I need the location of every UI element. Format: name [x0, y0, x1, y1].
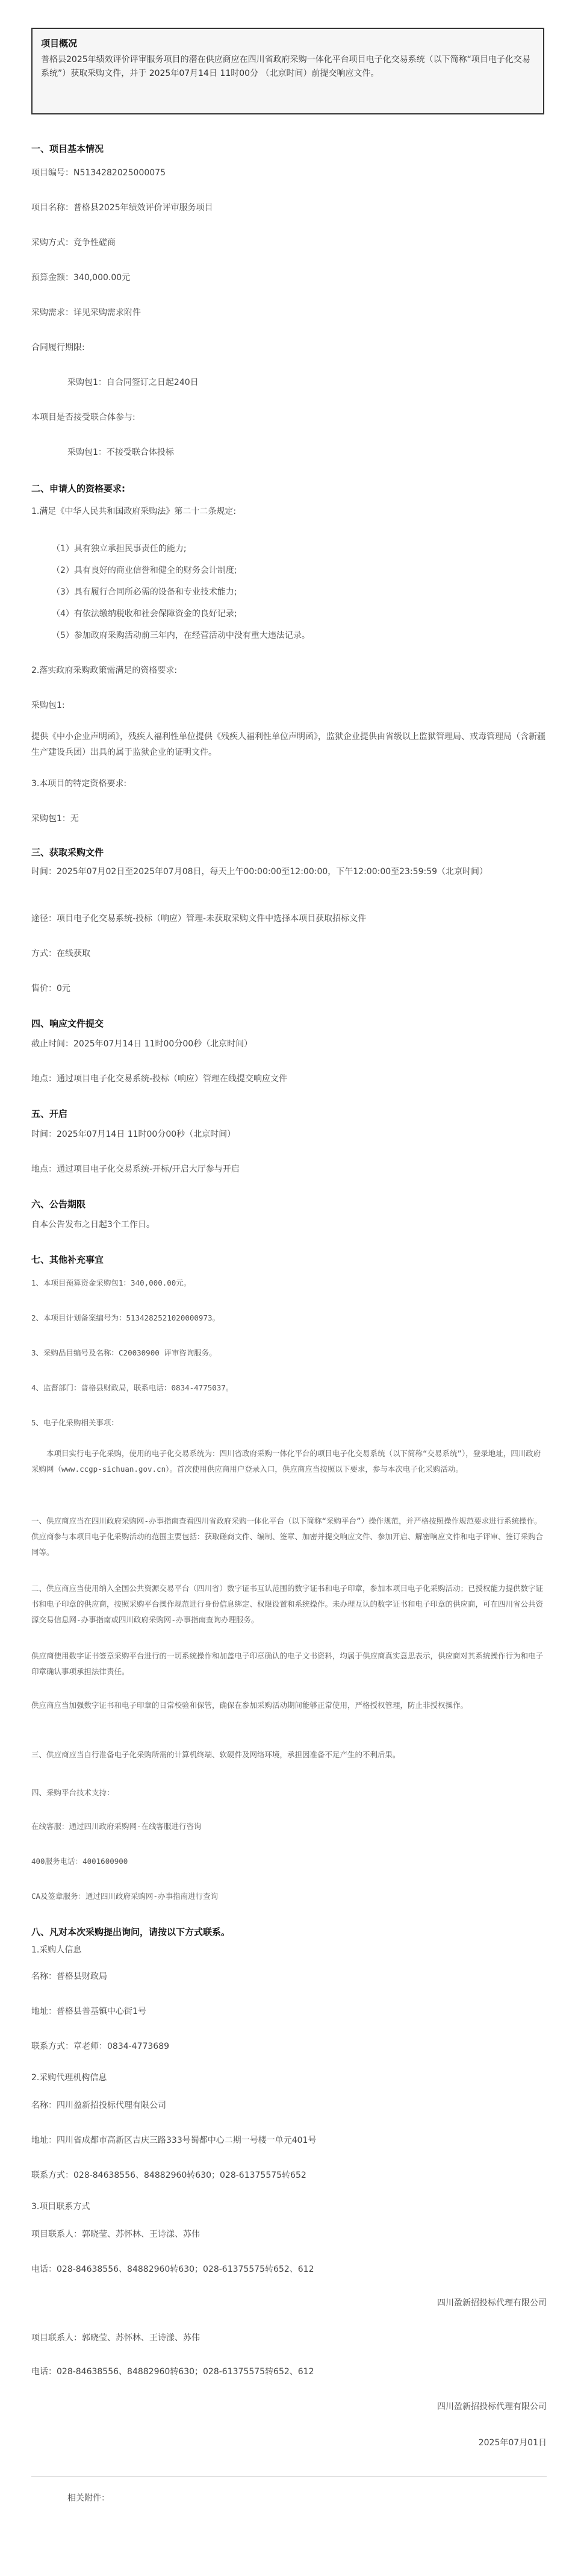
- purchaser-name: 名称：普格县财政局: [31, 1972, 107, 1981]
- agent-contact: 联系方式：028-84638556、84882960转630；028-61375575转652: [31, 2171, 306, 2180]
- attachments-label: 相关附件：: [67, 2493, 110, 2503]
- digital-certificate-paragraph: 二、供应商应当使用纳入全国公共资源交易平台（四川省）数字证书互认范围的数字证书和电子印章，参加本项目电子化采购活动；已授权能力提供数字证书和电子印章的供应商，按照采购平台操作规范进行身份信息绑定、权限设置和系统操作。未办理互认的数字证书和电子印章的供应商，可在四川省公共资源交易信息网-办事指南或四川政府采购网-办事指南查询办理服务。: [31, 1584, 544, 1624]
- purchaser-label: 1.采购人信息: [31, 1945, 82, 1955]
- ca-support: CA及签章服务：通过四川政府采购网-办事指南进行查询: [31, 1892, 219, 1901]
- section-2-heading: 二、申请人的资格要求:: [31, 483, 125, 494]
- online-support: 在线客服：通过四川政府采购网-在线客服进行咨询: [31, 1822, 202, 1831]
- signature-company: 四川盈新招投标代理有限公司: [437, 2298, 547, 2308]
- qualification-intro: 1.满足《中华人民共和国政府采购法》第二十二条规定:: [31, 507, 237, 516]
- signature-liability-paragraph: 供应商使用数字证书签章采购平台进行的一切系统操作和加盖电子印章确认的电子文书资料，均属于供应商真实意思表示，供应商对其系统操作行为和电子印章确认事项承担法律责任。: [31, 1651, 544, 1676]
- project-contact-phone-repeat: 电话：028-84638556、84882960转630；028-61375575转652、612: [31, 2367, 314, 2377]
- budget-amount: 预算金额：340,000.00元: [31, 273, 131, 283]
- overview-title: 项目概况: [41, 38, 78, 49]
- qualification-item: （3）具有履行合同所必需的设备和专业技术能力;: [52, 587, 237, 597]
- opening-place: 地点：通过项目电子化交易系统-开标/开启大厅参与开启: [31, 1165, 240, 1174]
- submission-place: 地点：通过项目电子化交易系统-投标（响应）管理在线提交响应文件: [31, 1074, 288, 1084]
- section-4-heading: 四、响应文件提交: [31, 1018, 104, 1029]
- agent-name: 名称：四川盈新招投标代理有限公司: [31, 2101, 166, 2110]
- supplement-line: 1、本项目预算资金采购包1：340,000.00元。: [31, 1278, 191, 1287]
- supplement-line: 4、监督部门：普格县财政局，联系电话：0834-4775037。: [31, 1383, 234, 1392]
- platform-rules-paragraph: 一、供应商应当在四川政府采购网-办事指南查看四川省政府采购一体化平台（以下简称“采购平台”）操作规范，并严格按照操作规范要求进行系统操作。供应商参与本项目电子化采购活动的范围主要包括：获取磋商文件、编制、签章、加密并提交响应文件、参加开启、解密响应文件和电子评审、签订采购合同等。: [31, 1516, 544, 1557]
- qualification-item: （2）具有良好的商业信誉和健全的财务会计制度;: [52, 566, 237, 575]
- equipment-paragraph: 三、供应商应当自行准备电子化采购所需的计算机终端、软硬件及网络环境，承担因准备不足产生的不利后果。: [31, 1750, 400, 1759]
- certificate-safekeeping-paragraph: 供应商应当加强数字证书和电子印章的日常校验和保管，确保在参加采购活动期间能够正常使用，严格授权管理，防止非授权操作。: [31, 1701, 468, 1710]
- procurement-method: 采购方式：竞争性磋商: [31, 238, 116, 248]
- document-time: 时间：2025年07月02日至2025年07月08日，每天上午00:00:00至12:00:00，下午12:00:00至23:59:59（北京时间）: [31, 867, 488, 877]
- consortium-label: 本项目是否接受联合体参与:: [31, 413, 135, 422]
- document-price: 售价：0元: [31, 984, 70, 993]
- policy-requirements-label: 2.落实政府采购政策需满足的资格要求:: [31, 666, 178, 675]
- qualification-item: （5）参加政府采购活动前三年内，在经营活动中没有重大违法记录。: [52, 631, 310, 640]
- policy-package: 采购包1:: [31, 701, 65, 710]
- overview-text: 普格县2025年绩效评价评审服务项目的潜在供应商应在四川省政府采购一体化平台项目电子化交易系统（以下简称“项目电子化交易系统”）获取采购文件，并于 2025年07月14日 11时00分 （北京时间）前提交响应文件。: [41, 55, 530, 78]
- opening-time: 时间：2025年07月14日 11时00分00秒（北京时间）: [31, 1130, 236, 1139]
- agent-label: 2.采购代理机构信息: [31, 2073, 107, 2083]
- purchaser-contact: 联系方式：章老师：0834-4773689: [31, 2042, 170, 2051]
- section-7-heading: 七、其他补充事宜: [31, 1254, 104, 1265]
- project-name: 项目名称：普格县2025年绩效评价评审服务项目: [31, 203, 213, 213]
- project-contact-person-repeat: 项目联系人：郭晓莹、苏怀林、王诗漾、苏伟: [31, 2333, 200, 2343]
- qualification-item: （1）具有独立承担民事责任的能力;: [52, 544, 187, 554]
- section-6-heading: 六、公告期限: [31, 1199, 86, 1210]
- agent-address: 地址：四川省成都市高新区吉庆三路333号蜀都中心二期一号楼一单元401号: [31, 2136, 317, 2145]
- document-mode: 方式：在线获取: [31, 949, 90, 958]
- qualification-item: （4）有依法缴纳税收和社会保障资金的良好记录;: [52, 609, 237, 619]
- purchaser-address: 地址：普格县普基镇中心街1号: [31, 2007, 146, 2016]
- overview-box: [31, 28, 544, 114]
- special-requirements-package: 采购包1：无: [31, 814, 79, 824]
- supplement-line: 3、采购品目编号及名称：C20030900 评审咨询服务。: [31, 1348, 217, 1357]
- section-5-heading: 五、开启: [31, 1108, 68, 1119]
- divider: [31, 2476, 547, 2477]
- section-3-heading: 三、获取采购文件: [31, 847, 104, 858]
- submission-deadline: 截止时间：2025年07月14日 11时00分00秒（北京时间）: [31, 1039, 253, 1049]
- special-requirements-label: 3.本项目的特定资格要求:: [31, 779, 127, 789]
- project-contact-phone: 电话：028-84638556、84882960转630；028-61375575转652、612: [31, 2265, 314, 2274]
- procurement-demand: 采购需求：详见采购需求附件: [31, 308, 141, 317]
- project-number: 项目编号：N5134282025000075: [31, 168, 166, 178]
- signature-company-repeat: 四川盈新招投标代理有限公司: [437, 2402, 547, 2412]
- project-contact-label: 3.项目联系方式: [31, 2202, 90, 2212]
- policy-text: 提供《中小企业声明函》，残疾人福利性单位提供《残疾人福利性单位声明函》，监狱企业提供由省级以上监狱管理局、戒毒管理局（含新疆生产建设兵团）出具的属于监狱企业的证明文件。: [31, 732, 545, 757]
- hotline-support: 400服务电话：4001600900: [31, 1857, 128, 1866]
- document-route: 途径：项目电子化交易系统-投标（响应）管理-未获取采购文件中选择本项目获取招标文件: [31, 914, 367, 924]
- electronic-procurement-paragraph: 本项目实行电子化采购，使用的电子化交易系统为：四川省政府采购一体化平台的项目电子化交易系统（以下简称“交易系统”），登录地址，四川政府采购网（www.ccgp-sichuan.gov.cn）。首次使用供应商用户登录入口，供应商应当按照以下要求，参与本次电子化采购活动。: [31, 1449, 541, 1474]
- tech-support-label: 四、采购平台技术支持：: [31, 1788, 114, 1797]
- notice-period: 自本公告发布之日起3个工作日。: [31, 1220, 155, 1230]
- contract-period-label: 合同履行期限:: [31, 343, 85, 352]
- publish-date: 2025年07月01日: [478, 2438, 547, 2448]
- contract-period-package: 采购包1：自合同签订之日起240日: [67, 378, 199, 387]
- section-8-heading: 八、凡对本次采购提出询问，请按以下方式联系。: [31, 1927, 231, 1937]
- project-contact-person: 项目联系人：郭晓莹、苏怀林、王诗漾、苏伟: [31, 2230, 200, 2239]
- consortium-package: 采购包1：不接受联合体投标: [67, 448, 174, 457]
- supplement-line: 5、电子化采购相关事项：: [31, 1418, 119, 1427]
- section-1-heading: 一、项目基本情况: [31, 143, 104, 154]
- supplement-line: 2、本项目计划备案编号为：5134282521020000973。: [31, 1313, 220, 1322]
